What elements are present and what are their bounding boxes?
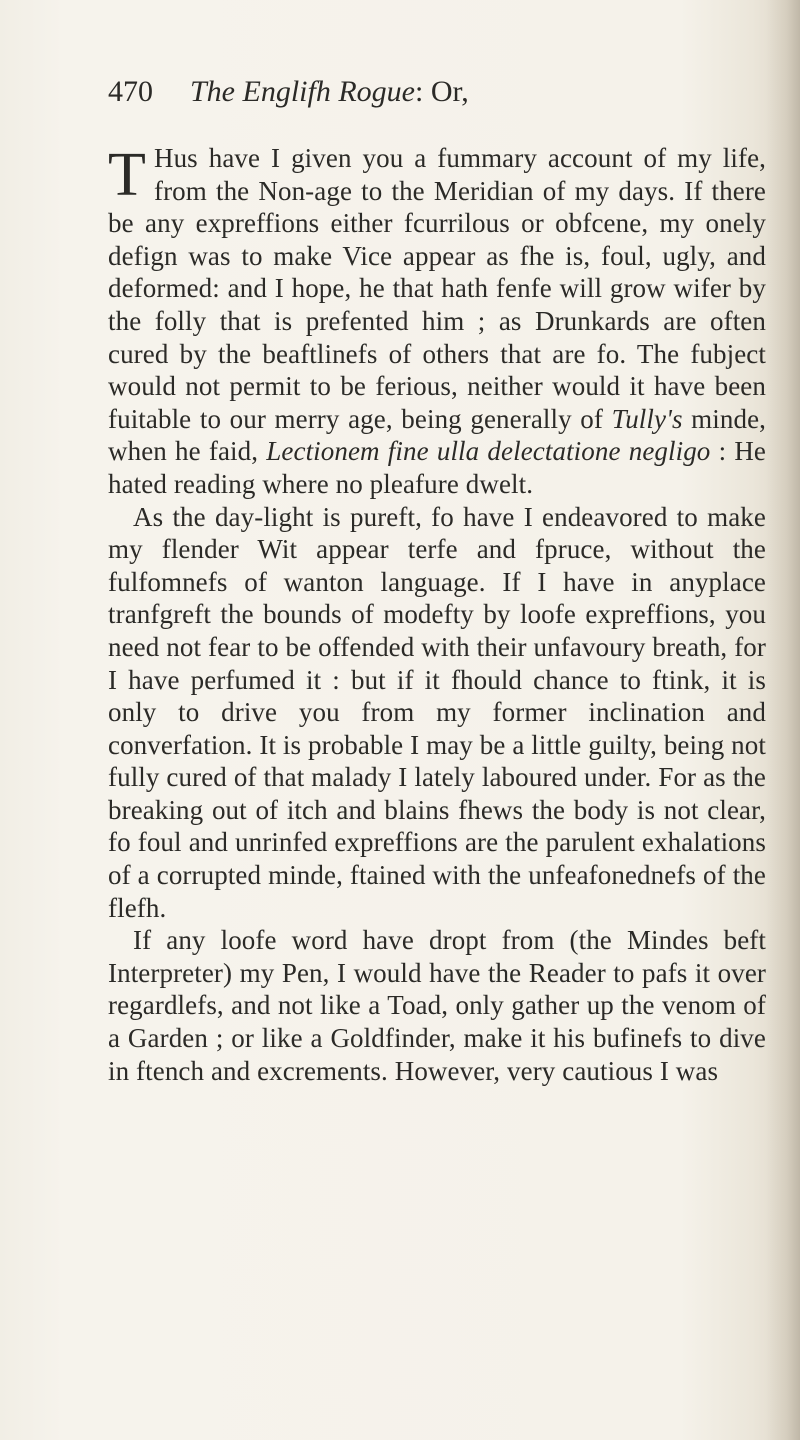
paragraph-1-italic-name: Tully's bbox=[611, 403, 683, 434]
paragraph-1-part-e: : He hated reading where no pleafure dwelt. bbox=[108, 436, 767, 499]
page-number: 470 bbox=[108, 75, 153, 108]
body-text bbox=[108, 142, 766, 1087]
paragraph-1 bbox=[108, 142, 766, 501]
page-edge-shadow bbox=[766, 0, 800, 1440]
paragraph-2: As the day-light is pureft, fo have I endeavored to make my flender Wit appear terfe and fpruce, without the fulfomnefs of wanton language. If I have in anyplace tranfgreft the bounds of modefty by loofe expreffions, you need not fear to be offended with their unfavoury breath, for I have perfumed it : but if it fhould chance to ftink, it is only to drive you from my former inclination and converfation. It is probable I may be a little guilty, being not fully cured of that malady I lately laboured under. For as the breaking out of itch and blains fhews the body is not clear, fo foul and unrinfed expreffions are the parulent exhalations of a corrupted minde, ftained with the unfeafonednefs of the flefh. bbox=[108, 501, 766, 923]
drop-cap: T bbox=[108, 141, 146, 209]
paragraph-3: If any loofe word have dropt from (the Mindes beft Interpreter) my Pen, I would have the Reader to pafs it over regardlefs, and not like a Toad, only gather up the venom of a Garden ; or like a Goldfinder, make it his bufinefs to dive in ftench and excrements. However, very cautious I was bbox=[108, 925, 766, 1086]
running-header bbox=[108, 72, 748, 112]
paragraph-1-latin-quote: Lectionem fine ulla delectatione negligo bbox=[266, 436, 711, 467]
paragraph-1-part-c: minde, when he faid, bbox=[108, 403, 767, 467]
running-title: The Englifh Rogue bbox=[190, 75, 415, 108]
paragraph-1-part-a: Hus have I given you a fummary account of my life, from the Non-age to the Meridian of my days. If there be any expreffions either fcurrilous or obfcene, my onely defign was to make Vice appear as fhe is, foul, ugly, and deformed: and I hope, he that hath fenfe will grow wifer by the folly that is prefented him ; as Drunkards are often cured by the beaftlinefs of others that are fo. The fubject would not permit to be ferious, neither would it have been fuitable to our merry age, being generally of bbox=[108, 143, 766, 434]
running-title-suffix: : Or, bbox=[414, 75, 469, 108]
